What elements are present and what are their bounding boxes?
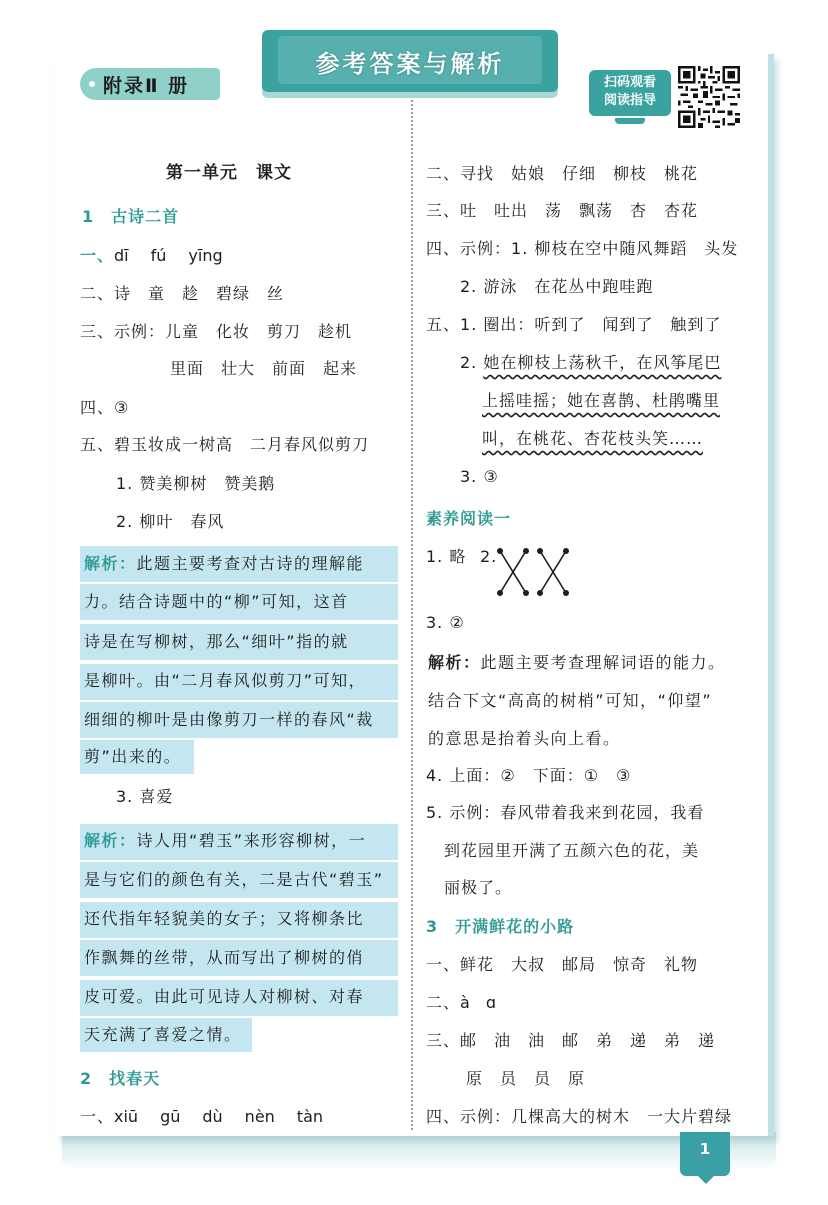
analysis-1-line-4: 是柳叶。由“二月春风似剪刀”可知， [84, 671, 367, 690]
pinyin-1: dī [114, 246, 129, 265]
l2-question-2: 二、寻找 姑娘 仔细 柳枝 桃花 [426, 164, 699, 183]
l1-question-4: 四、③ [80, 398, 130, 417]
pinyin-gu: gū [160, 1107, 181, 1126]
matching-lines-diagram [496, 547, 576, 599]
l1-question-3-row-2: 里面 壮大 前面 起来 [170, 359, 358, 378]
l3-question-1: 一、鲜花 大叔 邮局 惊奇 礼物 [426, 955, 699, 974]
l2-q5-sub-2-line-3: 叫，在桃花、杏花枝头笑…… [482, 429, 704, 448]
analysis-1-line-3: 诗是在写柳树，那么“细叶”指的就 [84, 632, 349, 651]
l1-q5-sub-2: 2. 柳叶 春风 [116, 512, 225, 531]
title-banner [262, 30, 558, 92]
lesson-2-title: 2 找春天 [80, 1069, 161, 1088]
analysis-2-line-3: 还代指年轻貌美的女子；又将柳条比 [84, 909, 365, 928]
l3-question-3: 三、邮 油 油 邮 弟 递 弟 递 [426, 1031, 716, 1050]
reading-section-title: 素养阅读一 [426, 509, 512, 528]
bullet-dot-icon [89, 81, 95, 87]
lesson-3-title: 3 开满鲜花的小路 [426, 917, 575, 936]
pinyin-tan: tàn [296, 1107, 324, 1126]
analysis-3-line-3: 的意思是抬着头向上看。 [428, 729, 621, 748]
analysis-1-line-6: 剪”出来的。 [84, 747, 182, 766]
pinyin-xiu: xiū [114, 1107, 139, 1126]
analysis-2-line-1: 解析：诗人用“碧玉”来形容柳树，一 [84, 831, 367, 850]
unit-title: 第一单元 课文 [166, 163, 292, 183]
reading-answer-5-line-3: 丽极了。 [444, 878, 513, 897]
page-shadow [62, 1132, 776, 1170]
reading-answer-2: 2. [480, 547, 498, 566]
l1-question-3: 三、示例：儿童 化妆 剪刀 趁机 [80, 322, 353, 341]
scan-line-2: 阅读指导 [603, 93, 656, 108]
l3-question-3-row-2: 原 员 员 原 [466, 1069, 586, 1088]
l2-q5-sub-2-line-2: 上摇哇摇；她在喜鹊、杜鹃嘴里 [482, 391, 721, 410]
pinyin-nen: nèn [244, 1107, 275, 1126]
reading-answer-1: 1. 略 [426, 547, 467, 566]
l2-q5-sub-2-line-1: 2. 她在柳枝上荡秋千，在风筝尾巴 [460, 353, 722, 372]
analysis-2-line-4: 作飘舞的丝带，从而写出了柳树的俏 [84, 948, 365, 967]
reading-answer-5-line-2: 到花园里开满了五颜六色的花，美 [444, 841, 700, 860]
l3-question-2: 二、à ɑ [426, 993, 496, 1012]
analysis-2-line-5: 皮可爱。由此可见诗人对柳树、对春 [84, 987, 365, 1006]
analysis-1-line-1: 解析：此题主要考查对古诗的理解能 [84, 554, 365, 573]
volume-tag [80, 68, 220, 100]
analysis-3-line-2: 结合下文“高高的树梢”可知，“仰望” [428, 691, 713, 710]
l3-question-4: 四、示例：几棵高大的树木 一大片碧绿 [426, 1107, 733, 1126]
reading-answer-5-line-1: 5. 示例：春风带着我来到花园，我看 [426, 803, 705, 822]
column-divider [411, 100, 413, 1130]
qr-code-icon[interactable] [678, 66, 740, 128]
l1-q5-sub-3: 3. 喜爱 [116, 787, 174, 806]
l2-question-3: 三、吐 吐出 荡 飘荡 杏 杏花 [426, 201, 699, 220]
reading-answer-3: 3. ② [426, 613, 465, 632]
volume-tag-text: 附录Ⅱ 册 [103, 74, 190, 97]
l2-question-5: 五、1. 圈出：听到了 闻到了 触到了 [426, 315, 722, 334]
pinyin-3: yīng [188, 246, 223, 265]
scan-line-1: 扫码观看 [603, 75, 656, 90]
analysis-3-line-1: 解析：此题主要考查理解词语的能力。 [428, 653, 726, 672]
l1-question-5: 五、碧玉妆成一树高 二月春风似剪刀 [80, 435, 370, 454]
analysis-2-line-2: 是与它们的颜色有关，二是古代“碧玉” [84, 870, 384, 889]
l2-question-4: 四、示例：1. 柳枝在空中随风舞蹈 头发 [426, 239, 739, 258]
l1-question-2: 二、诗 童 趁 碧绿 丝 [80, 284, 285, 303]
l2-question-1: 一、xiū gū dù nèn tàn [80, 1107, 324, 1126]
analysis-2-line-6: 天充满了喜爱之情。 [84, 1025, 242, 1044]
l2-q5-sub-3: 3. ③ [460, 467, 499, 486]
l1-q5-sub-1: 1. 赞美柳树 赞美鹅 [116, 474, 276, 493]
analysis-1-line-5: 细细的柳叶是由像剪刀一样的春风“裁 [84, 710, 374, 729]
page-number-tab [680, 1132, 730, 1176]
lesson-1-title: 1 古诗二首 [82, 207, 180, 226]
reading-answer-4: 4. 上面：② 下面：① ③ [426, 766, 632, 785]
l1-question-1: 一、dī fú yīng [80, 246, 223, 265]
page-number: 1 [699, 1140, 711, 1158]
l2-q4-sub-2: 2. 游泳 在花丛中跑哇跑 [460, 277, 654, 296]
analysis-1-line-2: 力。结合诗题中的“柳”可知，这首 [84, 592, 349, 611]
pinyin-du: dù [202, 1107, 223, 1126]
page-title: 参考答案与解析 [315, 50, 505, 78]
scan-guide-badge[interactable] [589, 70, 671, 116]
pinyin-2: fú [150, 246, 167, 265]
